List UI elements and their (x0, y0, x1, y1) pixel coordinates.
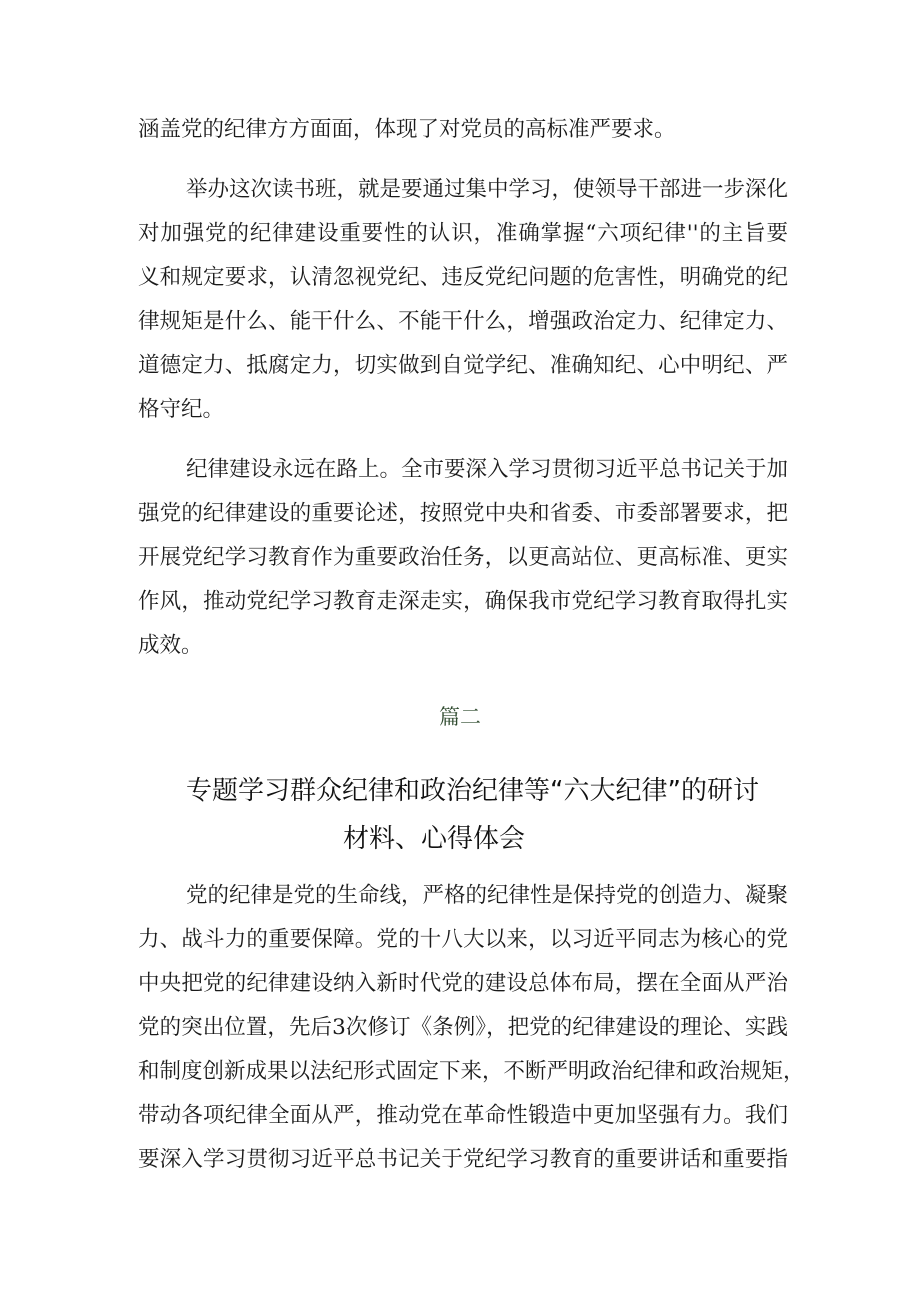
paragraph-line: 要深入学习贯彻习近平总书记关于党纪学习教育的重要讲话和重要指 (138, 1147, 788, 1172)
paragraph-line: 涵盖党的纪律方方面面，体现了对党员的高标准严要求。 (138, 117, 676, 142)
article-title-line-1: 专题学习群众纪律和政治纪律等“六大纪律”的研讨 (186, 776, 759, 806)
paragraph-line: 中央把党的纪律建设纳入新时代党的建设总体布局，摆在全面从严治 (138, 971, 788, 996)
paragraph-line: 格守纪。 (138, 397, 225, 422)
paragraph-line: 作风，推动党纪学习教育走深走实，确保我市党纪学习教育取得扎实 (138, 589, 788, 614)
paragraph-line: 律规矩是什么、能干什么、不能干什么，增强政治定力、纪律定力、 (138, 309, 788, 334)
paragraph-line: 开展党纪学习教育作为重要政治任务，以更高站位、更高标准、更实 (138, 545, 788, 570)
paragraph-line: 成效。 (138, 633, 203, 658)
paragraph-line: 举办这次读书班，就是要通过集中学习，使领导干部进一步深化 (186, 177, 789, 202)
paragraph-line: 道德定力、抵腐定力，切实做到自觉学纪、准确知纪、心中明纪、严 (138, 353, 788, 378)
article-title-line-2: 材料、心得体会 (343, 824, 526, 854)
paragraph-line: 纪律建设永远在路上。全市要深入学习贯彻习近平总书记关于加 (186, 457, 789, 482)
paragraph-line: 和制度创新成果以法纪形式固定下来，不断严明政治纪律和政治规矩， (138, 1059, 805, 1084)
paragraph-line: 带动各项纪律全面从严，推动党在革命性锻造中更加坚强有力。我们 (138, 1103, 788, 1128)
section-label: 篇二 (439, 705, 481, 729)
paragraph-line: 对加强党的纪律建设重要性的认识，准确掌握“六项纪律''的主旨要 (138, 221, 788, 246)
paragraph-line: 义和规定要求，认清忽视党纪、违反党纪问题的危害性，明确党的纪 (138, 265, 788, 290)
paragraph-line: 党的突出位置，先后3次修订《条例》，把党的纪律建设的理论、实践 (138, 1015, 788, 1040)
paragraph-line: 强党的纪律建设的重要论述，按照党中央和省委、市委部署要求，把 (138, 501, 788, 526)
paragraph-line: 党的纪律是党的生命线，严格的纪律性是保持党的创造力、凝聚 (186, 883, 789, 908)
paragraph-line: 力、战斗力的重要保障。党的十八大以来，以习近平同志为核心的党 (138, 927, 788, 952)
